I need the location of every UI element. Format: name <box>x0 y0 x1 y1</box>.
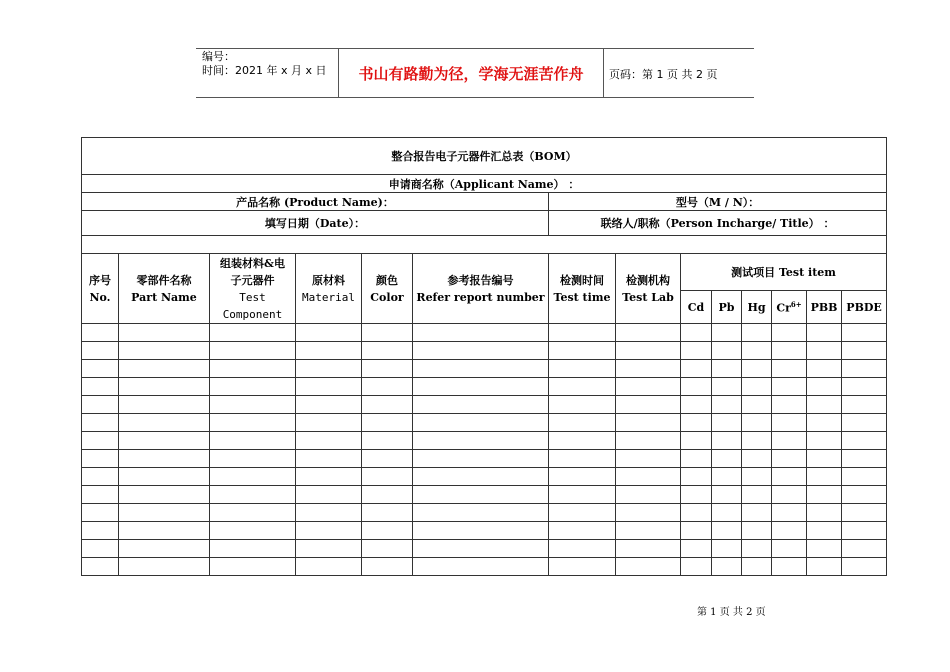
table-cell[interactable] <box>742 378 772 396</box>
table-cell[interactable] <box>807 522 842 540</box>
table-cell[interactable] <box>742 558 772 576</box>
table-row <box>82 342 887 360</box>
table-cell[interactable] <box>119 504 210 522</box>
table-row <box>82 324 887 342</box>
table-cell[interactable] <box>210 432 296 450</box>
table-cell[interactable] <box>210 540 296 558</box>
table-cell[interactable] <box>842 558 887 576</box>
table-cell[interactable] <box>712 468 742 486</box>
table-cell[interactable] <box>772 558 807 576</box>
table-cell[interactable] <box>549 342 616 360</box>
table-cell[interactable] <box>681 396 712 414</box>
table-cell[interactable] <box>842 450 887 468</box>
table-cell[interactable] <box>549 360 616 378</box>
table-cell[interactable] <box>549 540 616 558</box>
table-cell[interactable] <box>82 558 119 576</box>
table-cell[interactable] <box>210 342 296 360</box>
table-cell[interactable] <box>119 540 210 558</box>
table-cell[interactable] <box>772 486 807 504</box>
col-part <box>119 254 210 324</box>
table-cell[interactable] <box>362 486 413 504</box>
table-cell[interactable] <box>681 450 712 468</box>
table-cell[interactable] <box>210 396 296 414</box>
table-cell[interactable] <box>413 468 549 486</box>
table-cell[interactable] <box>362 342 413 360</box>
table-cell[interactable] <box>549 504 616 522</box>
table-cell[interactable] <box>210 450 296 468</box>
table-cell[interactable] <box>681 504 712 522</box>
col-comp-cn1: 组装材料&电 <box>220 256 285 270</box>
table-cell[interactable] <box>681 540 712 558</box>
table-cell[interactable] <box>681 468 712 486</box>
col-time <box>549 254 616 324</box>
model-field: 型号（M / N）： <box>549 193 887 211</box>
table-cell[interactable] <box>742 504 772 522</box>
table-cell[interactable] <box>362 396 413 414</box>
table-cell[interactable] <box>616 540 681 558</box>
table-cell[interactable] <box>549 432 616 450</box>
col-test-item: 测试项目 Test item <box>681 254 887 291</box>
table-cell[interactable] <box>842 378 887 396</box>
table-cell[interactable] <box>296 558 362 576</box>
table-cell[interactable] <box>712 450 742 468</box>
table-cell[interactable] <box>119 414 210 432</box>
table-cell[interactable] <box>413 324 549 342</box>
table-row <box>82 558 887 576</box>
table-row <box>82 450 887 468</box>
table-cell[interactable] <box>296 486 362 504</box>
table-cell[interactable] <box>82 486 119 504</box>
table-cell[interactable] <box>119 450 210 468</box>
table-cell[interactable] <box>712 414 742 432</box>
table-cell[interactable] <box>210 324 296 342</box>
col-comp-en2: Component <box>222 307 283 321</box>
table-cell[interactable] <box>772 414 807 432</box>
table-cell[interactable] <box>296 540 362 558</box>
table-cell[interactable] <box>772 504 807 522</box>
table-cell[interactable] <box>616 378 681 396</box>
table-cell[interactable] <box>210 360 296 378</box>
table-cell[interactable] <box>119 432 210 450</box>
table-cell[interactable] <box>82 504 119 522</box>
table-row <box>82 396 887 414</box>
applicant-field: 申请商名称（Applicant Name） ： <box>82 175 887 193</box>
table-cell[interactable] <box>842 504 887 522</box>
table-cell[interactable] <box>807 432 842 450</box>
table-cell[interactable] <box>742 342 772 360</box>
table-cell[interactable] <box>807 468 842 486</box>
col-report-cn: 参考报告编号 <box>447 273 514 287</box>
table-row <box>82 522 887 540</box>
table-cell[interactable] <box>742 432 772 450</box>
table-cell[interactable] <box>616 342 681 360</box>
table-cell[interactable] <box>82 414 119 432</box>
table-cell[interactable] <box>807 558 842 576</box>
col-component <box>210 254 296 324</box>
table-cell[interactable] <box>681 378 712 396</box>
table-cell[interactable] <box>119 558 210 576</box>
table-cell[interactable] <box>413 378 549 396</box>
sub-cd: Cd <box>681 291 712 324</box>
table-cell[interactable] <box>616 360 681 378</box>
table-cell[interactable] <box>807 450 842 468</box>
table-cell[interactable] <box>296 450 362 468</box>
table-cell[interactable] <box>362 504 413 522</box>
table-cell[interactable] <box>82 360 119 378</box>
table-cell[interactable] <box>807 342 842 360</box>
table-cell[interactable] <box>296 522 362 540</box>
table-cell[interactable] <box>119 378 210 396</box>
table-cell[interactable] <box>210 558 296 576</box>
sub-cr-sup: 6+ <box>790 299 802 309</box>
table-cell[interactable] <box>681 342 712 360</box>
table-cell[interactable] <box>772 540 807 558</box>
table-cell[interactable] <box>362 522 413 540</box>
table-cell[interactable] <box>549 558 616 576</box>
col-part-en: Part Name <box>131 290 197 304</box>
table-cell[interactable] <box>549 414 616 432</box>
table-cell[interactable] <box>742 486 772 504</box>
table-cell[interactable] <box>362 360 413 378</box>
table-cell[interactable] <box>616 486 681 504</box>
table-cell[interactable] <box>413 504 549 522</box>
table-cell[interactable] <box>842 486 887 504</box>
table-cell[interactable] <box>82 522 119 540</box>
table-cell[interactable] <box>842 396 887 414</box>
table-cell[interactable] <box>772 522 807 540</box>
col-no <box>82 254 119 324</box>
table-cell[interactable] <box>82 540 119 558</box>
table-cell[interactable] <box>742 396 772 414</box>
table-cell[interactable] <box>362 324 413 342</box>
table-cell[interactable] <box>712 360 742 378</box>
table-row <box>82 468 887 486</box>
table-cell[interactable] <box>712 558 742 576</box>
table-cell[interactable] <box>712 432 742 450</box>
table-cell[interactable] <box>772 468 807 486</box>
table-cell[interactable] <box>119 396 210 414</box>
col-report-en: Refer report number <box>416 290 545 304</box>
table-cell[interactable] <box>712 504 742 522</box>
table-cell[interactable] <box>616 450 681 468</box>
table-cell[interactable] <box>842 342 887 360</box>
table-cell[interactable] <box>712 378 742 396</box>
table-cell[interactable] <box>807 324 842 342</box>
sub-cr <box>772 291 807 324</box>
table-cell[interactable] <box>681 432 712 450</box>
table-cell[interactable] <box>413 396 549 414</box>
table-cell[interactable] <box>807 540 842 558</box>
table-cell[interactable] <box>742 324 772 342</box>
table-cell[interactable] <box>549 396 616 414</box>
table-cell[interactable] <box>842 468 887 486</box>
motto: 书山有路勤为径，学海无涯苦作舟 <box>338 49 604 97</box>
col-lab-en: Test Lab <box>622 290 674 304</box>
table-cell[interactable] <box>82 432 119 450</box>
table-cell[interactable] <box>413 450 549 468</box>
table-cell[interactable] <box>772 324 807 342</box>
table-cell[interactable] <box>616 522 681 540</box>
table-row <box>82 432 887 450</box>
table-cell[interactable] <box>362 432 413 450</box>
col-mat-en: Material <box>302 290 355 304</box>
table-cell[interactable] <box>210 468 296 486</box>
table-cell[interactable] <box>119 324 210 342</box>
col-part-cn: 零部件名称 <box>136 273 192 287</box>
table-cell[interactable] <box>807 414 842 432</box>
data-body <box>82 324 887 576</box>
table-cell[interactable] <box>210 414 296 432</box>
table-cell[interactable] <box>712 342 742 360</box>
table-cell[interactable] <box>712 396 742 414</box>
col-color-cn: 颜色 <box>376 273 398 287</box>
document-header <box>196 48 754 98</box>
table-row <box>82 360 887 378</box>
table-cell[interactable] <box>742 414 772 432</box>
sub-pbb: PBB <box>807 291 842 324</box>
table-cell[interactable] <box>772 360 807 378</box>
blank-row <box>82 236 887 254</box>
table-cell[interactable] <box>712 522 742 540</box>
table-cell[interactable] <box>712 486 742 504</box>
table-cell[interactable] <box>681 522 712 540</box>
col-material <box>296 254 362 324</box>
table-cell[interactable] <box>210 504 296 522</box>
table-row <box>82 414 887 432</box>
table-row <box>82 540 887 558</box>
col-color <box>362 254 413 324</box>
table-cell[interactable] <box>807 396 842 414</box>
product-field: 产品名称 (Product Name)： <box>82 193 549 211</box>
number-label: 编号： <box>202 50 235 63</box>
table-cell[interactable] <box>842 432 887 450</box>
table-cell[interactable] <box>413 540 549 558</box>
table-cell[interactable] <box>842 540 887 558</box>
table-cell[interactable] <box>772 378 807 396</box>
table-cell[interactable] <box>842 360 887 378</box>
table-cell[interactable] <box>842 414 887 432</box>
table-cell[interactable] <box>616 414 681 432</box>
table-cell[interactable] <box>296 378 362 396</box>
table-cell[interactable] <box>296 414 362 432</box>
table-cell[interactable] <box>210 378 296 396</box>
table-cell[interactable] <box>362 450 413 468</box>
table-cell[interactable] <box>742 522 772 540</box>
table-cell[interactable] <box>82 342 119 360</box>
table-cell[interactable] <box>210 486 296 504</box>
table-cell[interactable] <box>772 342 807 360</box>
bom-table <box>81 137 887 576</box>
table-cell[interactable] <box>681 324 712 342</box>
table-cell[interactable] <box>712 324 742 342</box>
table-row <box>82 486 887 504</box>
table-cell[interactable] <box>616 324 681 342</box>
contact-field: 联络人/职称（Person Incharge/ Title） ： <box>549 211 887 236</box>
table-cell[interactable] <box>616 558 681 576</box>
table-cell[interactable] <box>119 468 210 486</box>
col-no-en: No. <box>89 290 111 304</box>
table-cell[interactable] <box>807 378 842 396</box>
table-cell[interactable] <box>82 378 119 396</box>
table-cell[interactable] <box>413 342 549 360</box>
table-cell[interactable] <box>82 468 119 486</box>
table-cell[interactable] <box>681 360 712 378</box>
table-cell[interactable] <box>681 558 712 576</box>
col-comp-cn2: 子元器件 <box>230 273 275 287</box>
table-cell[interactable] <box>807 504 842 522</box>
page-footer: 第 1 页 共 2 页 <box>697 607 766 618</box>
table-cell[interactable] <box>296 432 362 450</box>
table-cell[interactable] <box>807 360 842 378</box>
table-cell[interactable] <box>549 486 616 504</box>
table-cell[interactable] <box>807 486 842 504</box>
col-color-en: Color <box>370 290 404 304</box>
table-cell[interactable] <box>296 324 362 342</box>
table-cell[interactable] <box>616 396 681 414</box>
col-no-cn: 序号 <box>89 273 111 287</box>
table-cell[interactable] <box>413 558 549 576</box>
table-cell[interactable] <box>119 360 210 378</box>
table-cell[interactable] <box>616 432 681 450</box>
col-lab-cn: 检测机构 <box>626 273 670 287</box>
table-row <box>82 504 887 522</box>
sub-pb: Pb <box>712 291 742 324</box>
table-cell[interactable] <box>210 522 296 540</box>
header-left <box>202 50 327 78</box>
table-cell[interactable] <box>413 414 549 432</box>
table-cell[interactable] <box>296 396 362 414</box>
table-cell[interactable] <box>742 450 772 468</box>
table-cell[interactable] <box>296 504 362 522</box>
table-cell[interactable] <box>616 468 681 486</box>
col-time-cn: 检测时间 <box>560 273 604 287</box>
table-cell[interactable] <box>362 558 413 576</box>
table-cell[interactable] <box>681 414 712 432</box>
table-cell[interactable] <box>296 468 362 486</box>
table-cell[interactable] <box>362 378 413 396</box>
table-cell[interactable] <box>742 360 772 378</box>
table-cell[interactable] <box>681 486 712 504</box>
table-cell[interactable] <box>296 342 362 360</box>
table-cell[interactable] <box>82 396 119 414</box>
table-cell[interactable] <box>549 378 616 396</box>
table-cell[interactable] <box>362 540 413 558</box>
table-cell[interactable] <box>772 396 807 414</box>
table-cell[interactable] <box>772 432 807 450</box>
table-cell[interactable] <box>712 540 742 558</box>
table-cell[interactable] <box>119 486 210 504</box>
page-label: 页码：第 1 页 共 2 页 <box>609 68 718 81</box>
col-lab <box>616 254 681 324</box>
table-cell[interactable] <box>616 504 681 522</box>
table-row <box>82 378 887 396</box>
table-cell[interactable] <box>772 450 807 468</box>
table-cell[interactable] <box>742 540 772 558</box>
sub-cr-label: Cr <box>776 301 791 315</box>
table-cell[interactable] <box>362 468 413 486</box>
table-cell[interactable] <box>842 324 887 342</box>
table-cell[interactable] <box>296 360 362 378</box>
table-cell[interactable] <box>413 522 549 540</box>
table-title: 整合报告电子元器件汇总表（BOM） <box>82 138 887 175</box>
col-report <box>413 254 549 324</box>
date-field: 填写日期（Date）： <box>82 211 549 236</box>
table-cell[interactable] <box>549 450 616 468</box>
time-label: 时间：2021 年 x 月 x 日 <box>202 64 327 77</box>
table-cell[interactable] <box>549 522 616 540</box>
table-cell[interactable] <box>413 360 549 378</box>
table-cell[interactable] <box>119 342 210 360</box>
table-cell[interactable] <box>842 522 887 540</box>
sub-hg: Hg <box>742 291 772 324</box>
table-cell[interactable] <box>549 324 616 342</box>
table-cell[interactable] <box>742 468 772 486</box>
table-cell[interactable] <box>362 414 413 432</box>
col-comp-en1: Test <box>239 290 266 304</box>
table-cell[interactable] <box>413 486 549 504</box>
table-cell[interactable] <box>82 450 119 468</box>
table-cell[interactable] <box>82 324 119 342</box>
col-mat-cn: 原材料 <box>312 273 345 287</box>
sub-pbde: PBDE <box>842 291 887 324</box>
table-cell[interactable] <box>549 468 616 486</box>
table-cell[interactable] <box>119 522 210 540</box>
col-time-en: Test time <box>553 290 611 304</box>
table-cell[interactable] <box>413 432 549 450</box>
